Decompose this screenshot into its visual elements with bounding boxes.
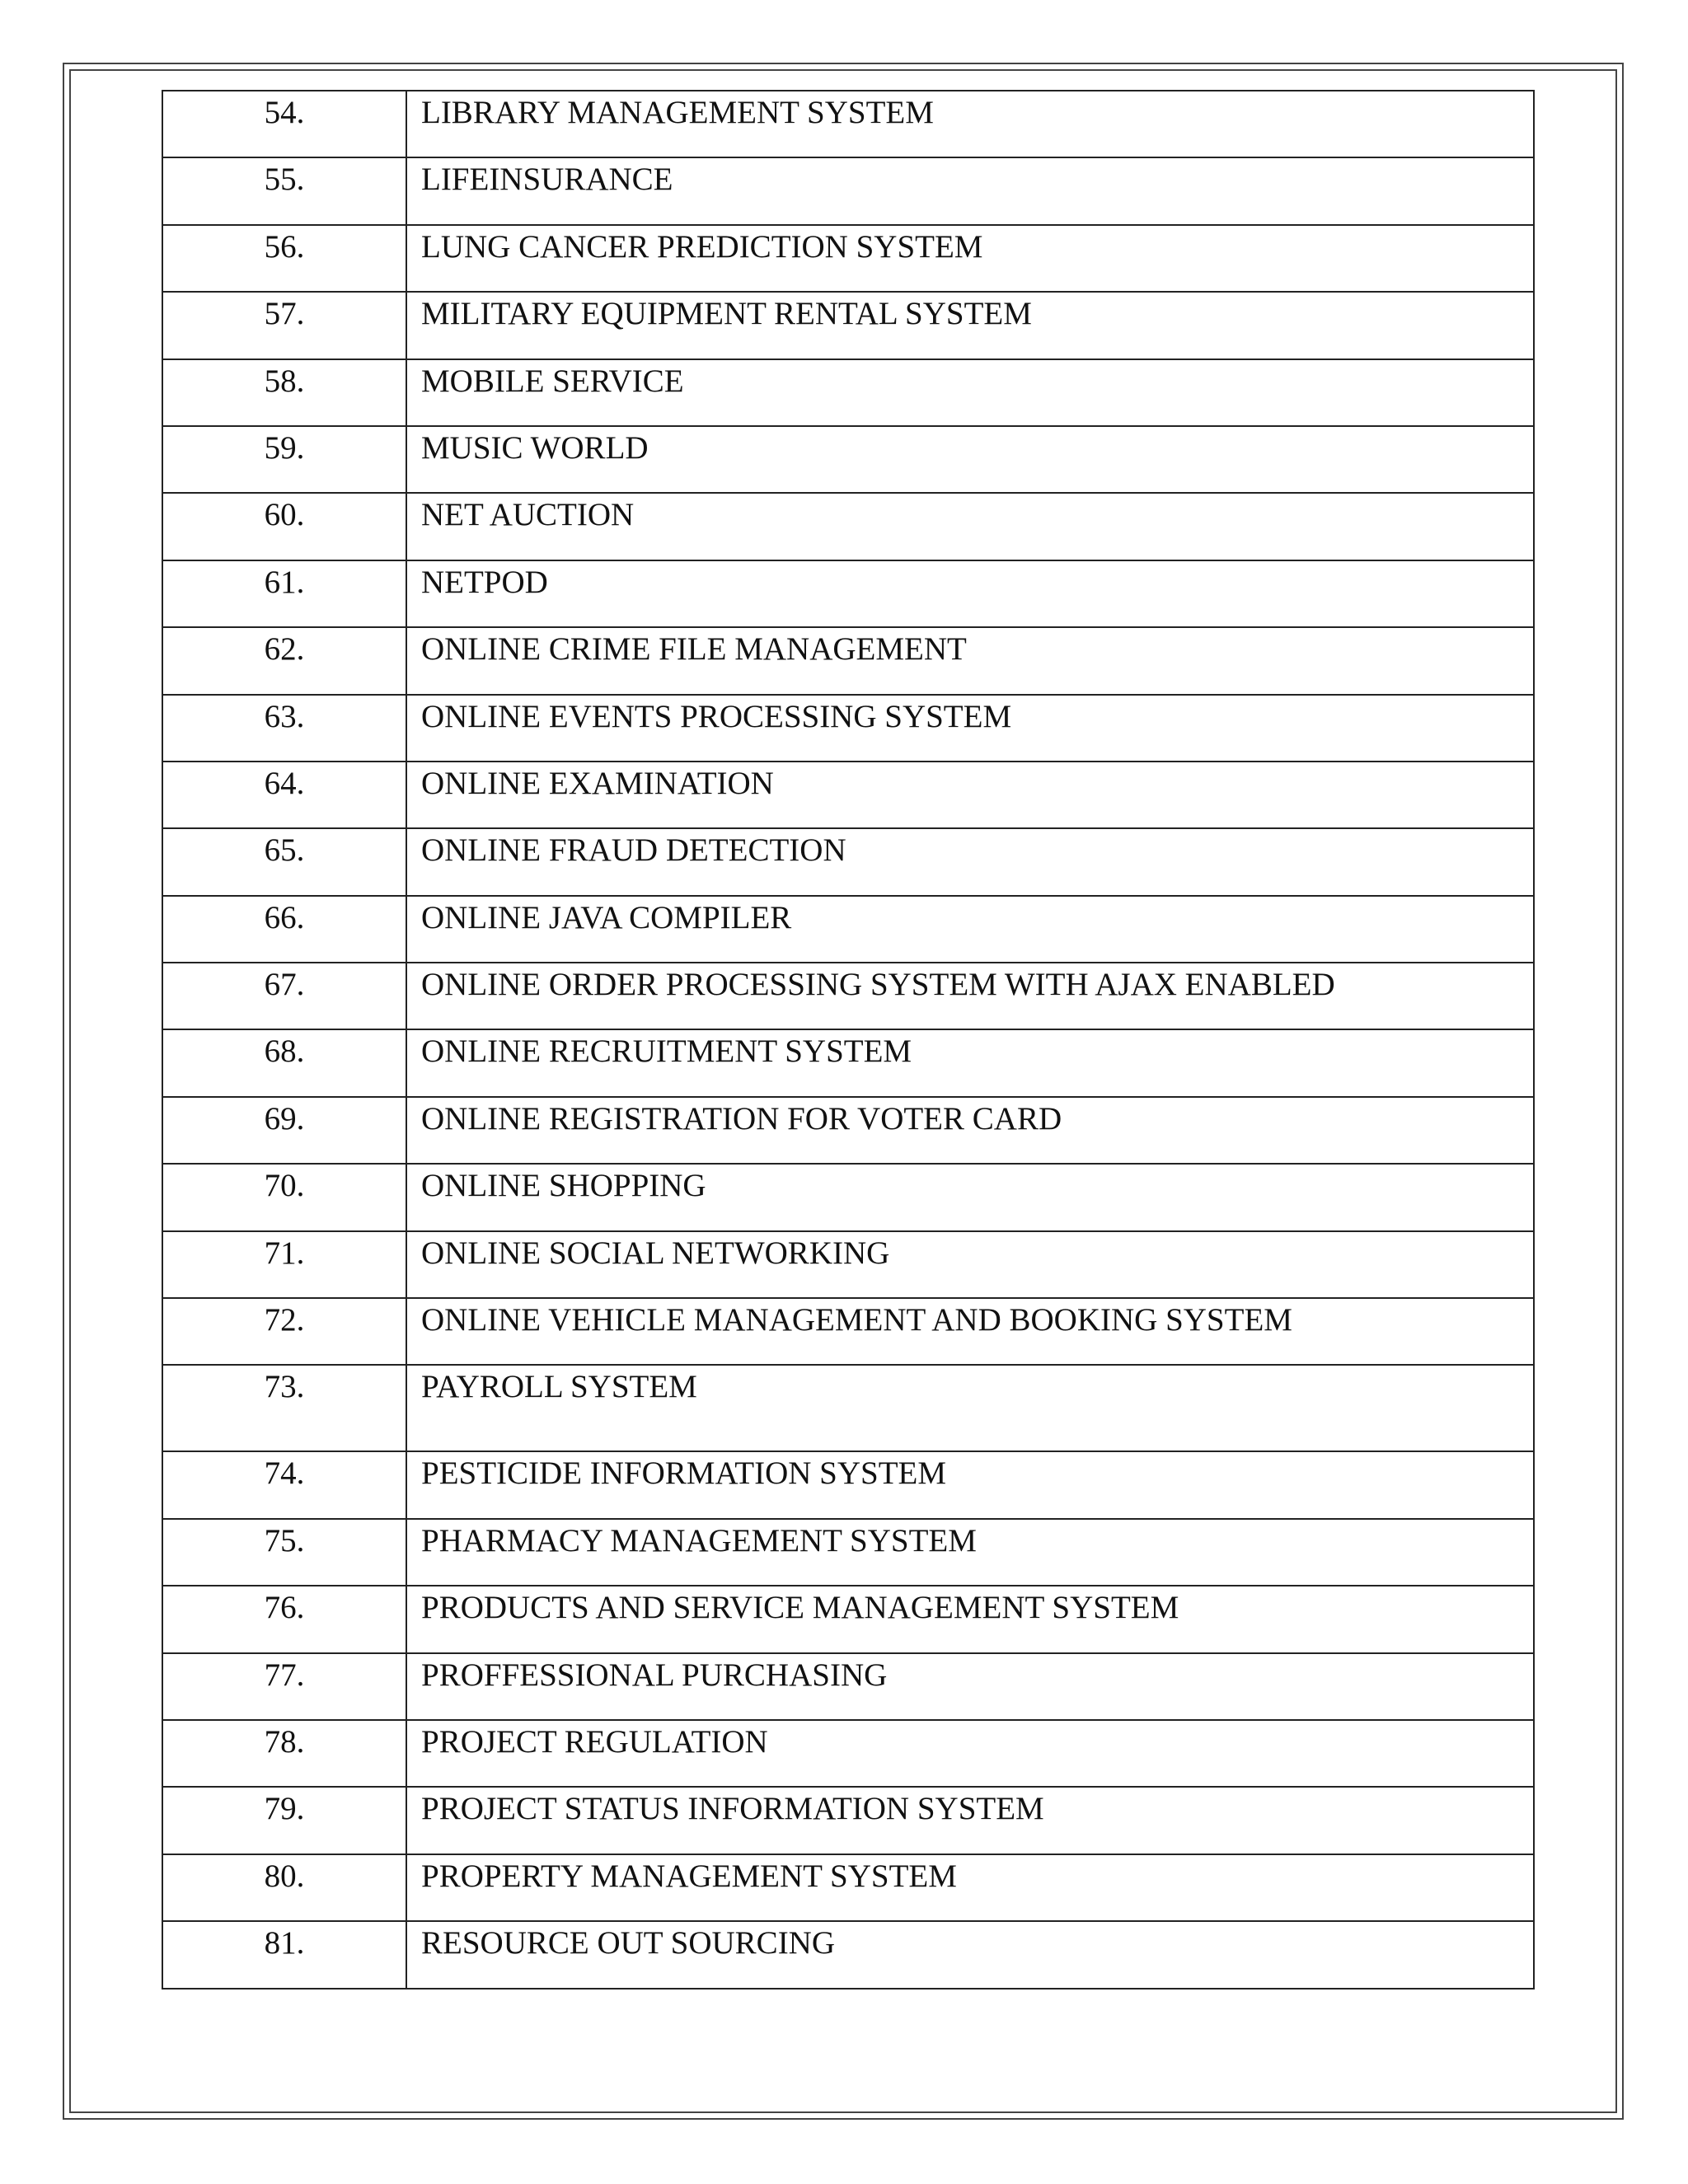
project-title: ONLINE REGISTRATION FOR VOTER CARD bbox=[406, 1097, 1534, 1164]
project-title: ONLINE JAVA COMPILER bbox=[406, 896, 1534, 963]
project-title: MILITARY EQUIPMENT RENTAL SYSTEM bbox=[406, 292, 1534, 359]
row-number: 56. bbox=[162, 225, 406, 292]
row-number: 73. bbox=[162, 1365, 406, 1451]
table-row bbox=[162, 1451, 1534, 1518]
project-title: ONLINE ORDER PROCESSING SYSTEM WITH AJAX ENABLED bbox=[406, 963, 1534, 1029]
table-row bbox=[162, 896, 1534, 963]
table-row bbox=[162, 292, 1534, 359]
project-title: ONLINE FRAUD DETECTION bbox=[406, 828, 1534, 895]
table-row bbox=[162, 695, 1534, 762]
project-title: PROPERTY MANAGEMENT SYSTEM bbox=[406, 1854, 1534, 1921]
row-number: 60. bbox=[162, 493, 406, 560]
table-row bbox=[162, 426, 1534, 493]
table-row bbox=[162, 1519, 1534, 1586]
table-row bbox=[162, 1586, 1534, 1652]
project-title: RESOURCE OUT SOURCING bbox=[406, 1921, 1534, 1988]
project-title: ONLINE CRIME FILE MANAGEMENT bbox=[406, 627, 1534, 694]
row-number: 65. bbox=[162, 828, 406, 895]
table-row bbox=[162, 963, 1534, 1029]
table-row bbox=[162, 1097, 1534, 1164]
table-row bbox=[162, 560, 1534, 627]
project-title: MOBILE SERVICE bbox=[406, 359, 1534, 426]
project-title: LIBRARY MANAGEMENT SYSTEM bbox=[406, 91, 1534, 157]
row-number: 63. bbox=[162, 695, 406, 762]
row-number: 66. bbox=[162, 896, 406, 963]
row-number: 78. bbox=[162, 1720, 406, 1787]
table-row bbox=[162, 1921, 1534, 1988]
project-title: MUSIC WORLD bbox=[406, 426, 1534, 493]
project-title: PRODUCTS AND SERVICE MANAGEMENT SYSTEM bbox=[406, 1586, 1534, 1652]
project-title: PAYROLL SYSTEM bbox=[406, 1365, 1534, 1451]
project-title: ONLINE VEHICLE MANAGEMENT AND BOOKING SYSTEM bbox=[406, 1298, 1534, 1365]
row-number: 77. bbox=[162, 1653, 406, 1720]
row-number: 80. bbox=[162, 1854, 406, 1921]
project-title: NETPOD bbox=[406, 560, 1534, 627]
project-title: PROJECT STATUS INFORMATION SYSTEM bbox=[406, 1787, 1534, 1854]
project-title: PROFFESSIONAL PURCHASING bbox=[406, 1653, 1534, 1720]
row-number: 81. bbox=[162, 1921, 406, 1988]
table-row bbox=[162, 1298, 1534, 1365]
table-row bbox=[162, 157, 1534, 224]
row-number: 55. bbox=[162, 157, 406, 224]
row-number: 68. bbox=[162, 1029, 406, 1096]
row-number: 70. bbox=[162, 1164, 406, 1230]
project-title: PESTICIDE INFORMATION SYSTEM bbox=[406, 1451, 1534, 1518]
row-number: 74. bbox=[162, 1451, 406, 1518]
row-number: 72. bbox=[162, 1298, 406, 1365]
row-number: 71. bbox=[162, 1231, 406, 1298]
project-title: PHARMACY MANAGEMENT SYSTEM bbox=[406, 1519, 1534, 1586]
project-title: ONLINE SHOPPING bbox=[406, 1164, 1534, 1230]
row-number: 69. bbox=[162, 1097, 406, 1164]
project-title: ONLINE EXAMINATION bbox=[406, 762, 1534, 828]
project-title: ONLINE SOCIAL NETWORKING bbox=[406, 1231, 1534, 1298]
project-list-table bbox=[162, 90, 1535, 1990]
project-title: PROJECT REGULATION bbox=[406, 1720, 1534, 1787]
project-title: LIFEINSURANCE bbox=[406, 157, 1534, 224]
table-row bbox=[162, 1854, 1534, 1921]
table-row bbox=[162, 627, 1534, 694]
row-number: 64. bbox=[162, 762, 406, 828]
table-row bbox=[162, 359, 1534, 426]
table-row bbox=[162, 493, 1534, 560]
project-list-body bbox=[162, 91, 1534, 1989]
project-title: NET AUCTION bbox=[406, 493, 1534, 560]
project-title: ONLINE EVENTS PROCESSING SYSTEM bbox=[406, 695, 1534, 762]
table-row bbox=[162, 1653, 1534, 1720]
row-number: 79. bbox=[162, 1787, 406, 1854]
table-row bbox=[162, 1029, 1534, 1096]
project-title: ONLINE RECRUITMENT SYSTEM bbox=[406, 1029, 1534, 1096]
row-number: 75. bbox=[162, 1519, 406, 1586]
table-row bbox=[162, 762, 1534, 828]
table-row bbox=[162, 225, 1534, 292]
table-row bbox=[162, 1720, 1534, 1787]
row-number: 76. bbox=[162, 1586, 406, 1652]
row-number: 62. bbox=[162, 627, 406, 694]
project-title: LUNG CANCER PREDICTION SYSTEM bbox=[406, 225, 1534, 292]
table-row bbox=[162, 1365, 1534, 1451]
row-number: 61. bbox=[162, 560, 406, 627]
table-row bbox=[162, 828, 1534, 895]
table-row bbox=[162, 1787, 1534, 1854]
table-row bbox=[162, 1231, 1534, 1298]
row-number: 54. bbox=[162, 91, 406, 157]
row-number: 67. bbox=[162, 963, 406, 1029]
table-row bbox=[162, 91, 1534, 157]
table-row bbox=[162, 1164, 1534, 1230]
row-number: 58. bbox=[162, 359, 406, 426]
row-number: 57. bbox=[162, 292, 406, 359]
row-number: 59. bbox=[162, 426, 406, 493]
